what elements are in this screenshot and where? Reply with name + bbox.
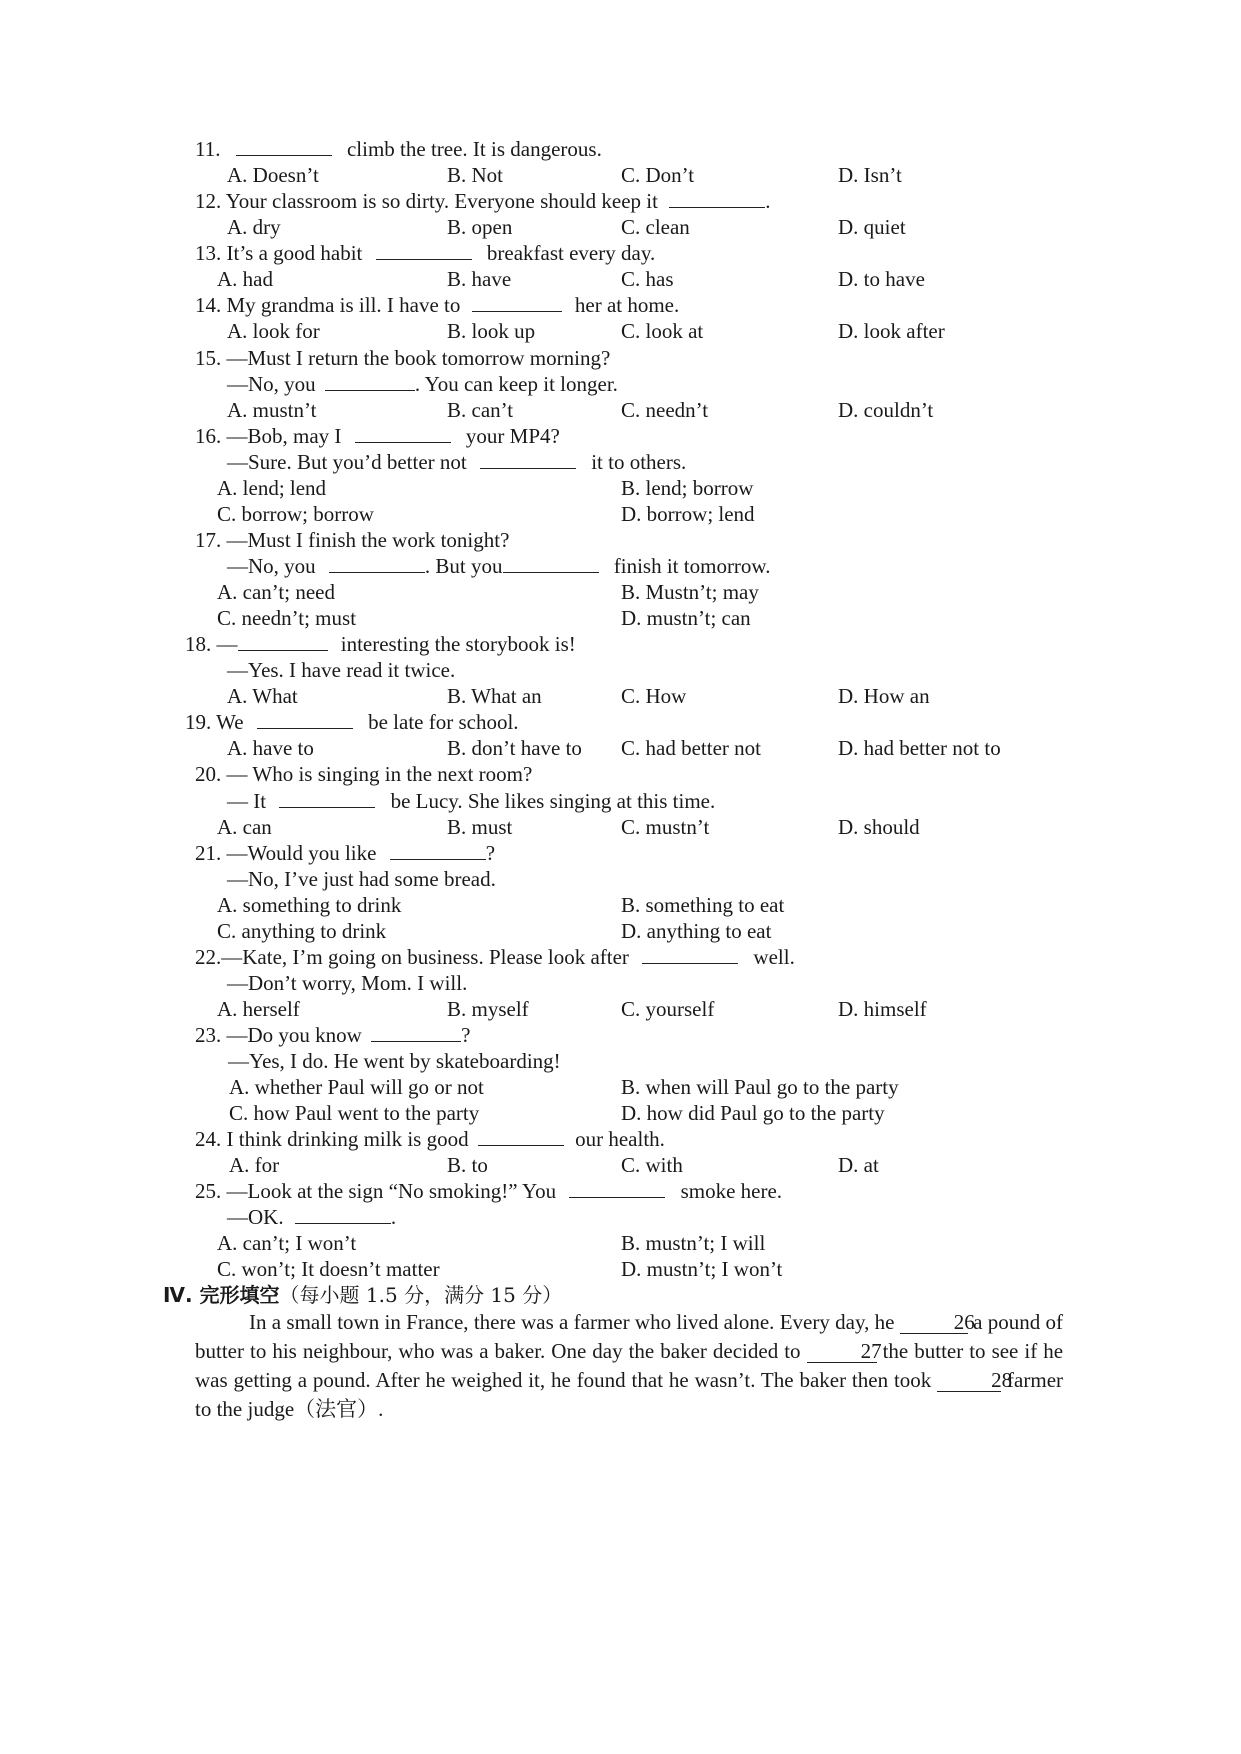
- question-22: [195, 944, 795, 970]
- option-c[interactable]: C. needn’t; must: [217, 606, 357, 630]
- answer-blank[interactable]: [503, 553, 599, 573]
- question-18-reply: —Yes. I have read it twice.: [227, 658, 456, 682]
- question-text: My grandma is ill. I have to: [226, 293, 461, 317]
- answer-blank[interactable]: [371, 1022, 461, 1042]
- option-c[interactable]: C. had better not: [621, 736, 761, 760]
- option-a[interactable]: A. herself: [217, 997, 300, 1021]
- option-b[interactable]: B. must: [447, 815, 513, 839]
- option-a[interactable]: A. can: [217, 815, 272, 839]
- cloze-blank-28[interactable]: 28: [937, 1369, 1001, 1392]
- question-text-end: your MP4?: [465, 424, 560, 448]
- question-23: [195, 1022, 470, 1048]
- answer-blank[interactable]: [257, 709, 353, 729]
- question-12: [195, 188, 770, 214]
- question-number: 13.: [195, 241, 222, 265]
- question-text-end: our health.: [575, 1127, 665, 1151]
- option-a[interactable]: A. can’t; need: [217, 580, 335, 604]
- question-text: —: [216, 632, 238, 656]
- reply-text: —No, you: [227, 554, 316, 578]
- question-text: climb the tree. It is dangerous.: [346, 137, 602, 161]
- question-20: [195, 761, 532, 787]
- option-d[interactable]: D. mustn’t; I won’t: [621, 1257, 783, 1281]
- answer-blank[interactable]: [480, 449, 576, 469]
- question-16: [195, 423, 560, 449]
- option-b[interactable]: B. open: [447, 215, 513, 239]
- option-d[interactable]: D. quiet: [838, 215, 906, 239]
- question-text: —Bob, may I: [226, 424, 342, 448]
- question-text-end: breakfast every day.: [486, 241, 656, 265]
- option-b[interactable]: B. when will Paul go to the party: [621, 1075, 899, 1099]
- question-number: 16.: [195, 424, 222, 448]
- answer-blank[interactable]: [569, 1178, 665, 1198]
- cloze-paragraph: [195, 1308, 1063, 1424]
- option-d[interactable]: D. Isn’t: [838, 163, 902, 187]
- option-b[interactable]: B. What an: [447, 684, 542, 708]
- question-number: 19.: [185, 710, 212, 734]
- reply-text-mid: . But you: [424, 554, 503, 578]
- option-d[interactable]: D. how did Paul go to the party: [621, 1101, 885, 1125]
- option-a[interactable]: A. What: [227, 684, 298, 708]
- section-title: Ⅳ. 完形填空: [163, 1283, 280, 1307]
- option-c[interactable]: C. How: [621, 684, 687, 708]
- option-b[interactable]: B. have: [447, 267, 512, 291]
- question-19: [185, 709, 519, 735]
- question-text-end: smoke here.: [680, 1179, 783, 1203]
- question-number: 21.: [195, 841, 222, 865]
- question-text: —Must I finish the work tonight?: [226, 528, 510, 552]
- passage-text: the butter to see if he was getting a pound. After he weighed it, he found that he wasn’t. The baker then took: [195, 1339, 1064, 1392]
- question-number: 15.: [195, 346, 222, 370]
- option-c[interactable]: C. Don’t: [621, 163, 695, 187]
- option-d[interactable]: D. How an: [838, 684, 930, 708]
- option-d[interactable]: D. anything to eat: [621, 919, 772, 943]
- question-14: [195, 292, 679, 318]
- option-c[interactable]: C. needn’t: [621, 398, 709, 422]
- option-a[interactable]: A. have to: [227, 736, 314, 760]
- option-d[interactable]: D. borrow; lend: [621, 502, 755, 526]
- answer-blank[interactable]: [390, 840, 486, 860]
- question-text-end: interesting the storybook is!: [340, 632, 576, 656]
- question-text: —Do you know: [226, 1023, 362, 1047]
- question-text-end: ?: [461, 1023, 471, 1047]
- question-text-end: be late for school.: [368, 710, 519, 734]
- question-text: We: [216, 710, 244, 734]
- question-number: 23.: [195, 1023, 222, 1047]
- question-13: [195, 240, 655, 266]
- question-text-end: well.: [753, 945, 795, 969]
- question-text: It’s a good habit: [226, 241, 363, 265]
- option-d[interactable]: D. mustn’t; can: [621, 606, 751, 630]
- question-text: —Would you like: [226, 841, 377, 865]
- option-b[interactable]: B. lend; borrow: [621, 476, 754, 500]
- answer-blank[interactable]: [376, 240, 472, 260]
- reply-text: — It: [227, 789, 267, 813]
- question-15: [195, 345, 610, 371]
- question-21-reply: —No, I’ve just had some bread.: [227, 867, 496, 891]
- option-b[interactable]: B. mustn’t; I will: [621, 1231, 766, 1255]
- option-d[interactable]: D. himself: [838, 997, 927, 1021]
- cloze-passage: [195, 1308, 1063, 1424]
- reply-text: —Sure. But you’d better not: [227, 450, 467, 474]
- question-15-reply: [227, 371, 618, 397]
- option-d[interactable]: D. couldn’t: [838, 398, 934, 422]
- answer-blank[interactable]: [355, 423, 451, 443]
- option-c[interactable]: C. has: [621, 267, 674, 291]
- option-c[interactable]: C. yourself: [621, 997, 715, 1021]
- option-a[interactable]: A. for: [229, 1153, 280, 1177]
- option-c[interactable]: C. how Paul went to the party: [229, 1101, 480, 1125]
- option-a[interactable]: A. had: [217, 267, 273, 291]
- option-c[interactable]: C. anything to drink: [217, 919, 387, 943]
- question-text-end: ?: [485, 841, 496, 865]
- question-18: [185, 631, 576, 657]
- question-number: 20.: [195, 762, 222, 786]
- question-number: 11.: [195, 137, 221, 161]
- option-b[interactable]: B. Not: [447, 163, 504, 187]
- question-text-end: her at home.: [574, 293, 680, 317]
- reply-text-end: .: [390, 1205, 397, 1229]
- passage-text: a pound of butter to his neighbour, who was a baker. One day the baker decided to: [195, 1310, 1064, 1363]
- question-11: [195, 136, 602, 162]
- option-b[interactable]: B. to: [447, 1153, 488, 1177]
- answer-blank[interactable]: [472, 292, 562, 312]
- option-a[interactable]: A. lend; lend: [217, 476, 327, 500]
- answer-blank[interactable]: [325, 371, 415, 391]
- option-a[interactable]: A. whether Paul will go or not: [229, 1075, 484, 1099]
- answer-blank[interactable]: [238, 631, 328, 651]
- question-number: 18.: [185, 632, 212, 656]
- question-number: 22.: [195, 945, 222, 969]
- question-number: 24.: [195, 1127, 222, 1151]
- reply-text-end: finish it tomorrow.: [613, 554, 771, 578]
- reply-text-end: . You can keep it longer.: [414, 372, 618, 396]
- question-20-reply: [227, 788, 715, 814]
- question-16-reply: [227, 449, 686, 475]
- option-d[interactable]: D. look after: [838, 319, 945, 343]
- question-number: 17.: [195, 528, 222, 552]
- question-text-end: .: [765, 189, 771, 213]
- answer-blank[interactable]: [295, 1204, 391, 1224]
- section-4-heading: [163, 1282, 562, 1308]
- option-c[interactable]: C. borrow; borrow: [217, 502, 374, 526]
- cloze-blank-27[interactable]: 27: [807, 1340, 877, 1363]
- option-b[interactable]: B. Mustn’t; may: [621, 580, 759, 604]
- question-23-reply: —Yes, I do. He went by skateboarding!: [228, 1049, 561, 1073]
- option-b[interactable]: B. can’t: [447, 398, 514, 422]
- question-25-reply: [227, 1204, 396, 1230]
- passage-text: In a small town in France, there was a farmer who lived alone. Every day, he: [249, 1310, 895, 1334]
- question-number: 12.: [195, 189, 222, 213]
- option-d[interactable]: D. had better not to: [838, 736, 1001, 760]
- question-text: —Kate, I’m going on business. Please look after: [221, 945, 629, 969]
- section-note: （每小题 1.5 分，满分 15 分）: [279, 1283, 563, 1307]
- option-d[interactable]: D. should: [838, 815, 920, 839]
- answer-blank[interactable]: [669, 188, 765, 208]
- question-21: [195, 840, 495, 866]
- answer-blank[interactable]: [329, 553, 425, 573]
- question-24: [195, 1126, 665, 1152]
- option-b[interactable]: B. don’t have to: [447, 736, 582, 760]
- question-text: Your classroom is so dirty. Everyone should keep it: [225, 189, 658, 213]
- option-d[interactable]: D. to have: [838, 267, 925, 291]
- reply-text-end: it to others.: [591, 450, 687, 474]
- option-a[interactable]: A. Doesn’t: [227, 163, 319, 187]
- answer-blank[interactable]: [236, 136, 332, 156]
- option-c[interactable]: C. clean: [621, 215, 690, 239]
- question-text: — Who is singing in the next room?: [226, 762, 533, 786]
- question-17: [195, 527, 509, 553]
- option-a[interactable]: A. mustn’t: [227, 398, 317, 422]
- question-number: 14.: [195, 293, 222, 317]
- option-a[interactable]: A. can’t; I won’t: [217, 1231, 357, 1255]
- reply-text: —OK.: [227, 1205, 284, 1229]
- reply-text-end: be Lucy. She likes singing at this time.: [390, 789, 716, 813]
- answer-blank[interactable]: [642, 944, 738, 964]
- option-d[interactable]: D. at: [838, 1153, 879, 1177]
- question-25: [195, 1178, 782, 1204]
- answer-blank[interactable]: [279, 788, 375, 808]
- question-text: —Must I return the book tomorrow morning?: [226, 346, 611, 370]
- question-17-reply: [227, 553, 770, 579]
- cloze-blank-26[interactable]: 26: [900, 1311, 968, 1334]
- option-b[interactable]: B. look up: [447, 319, 536, 343]
- option-b[interactable]: B. myself: [447, 997, 529, 1021]
- answer-blank[interactable]: [478, 1126, 564, 1146]
- question-text: —Look at the sign “No smoking!” You: [226, 1179, 557, 1203]
- option-c[interactable]: C. with: [621, 1153, 683, 1177]
- option-a[interactable]: A. dry: [227, 215, 281, 239]
- option-b[interactable]: B. something to eat: [621, 893, 785, 917]
- reply-text: —No, you: [227, 372, 316, 396]
- option-c[interactable]: C. won’t; It doesn’t matter: [217, 1257, 440, 1281]
- option-c[interactable]: C. mustn’t: [621, 815, 710, 839]
- option-a[interactable]: A. something to drink: [217, 893, 402, 917]
- question-22-reply: —Don’t worry, Mom. I will.: [227, 971, 468, 995]
- question-text: I think drinking milk is good: [226, 1127, 469, 1151]
- option-a[interactable]: A. look for: [227, 319, 320, 343]
- question-number: 25.: [195, 1179, 222, 1203]
- option-c[interactable]: C. look at: [621, 319, 704, 343]
- passage-text: farmer to the judge（法官）.: [195, 1368, 1064, 1421]
